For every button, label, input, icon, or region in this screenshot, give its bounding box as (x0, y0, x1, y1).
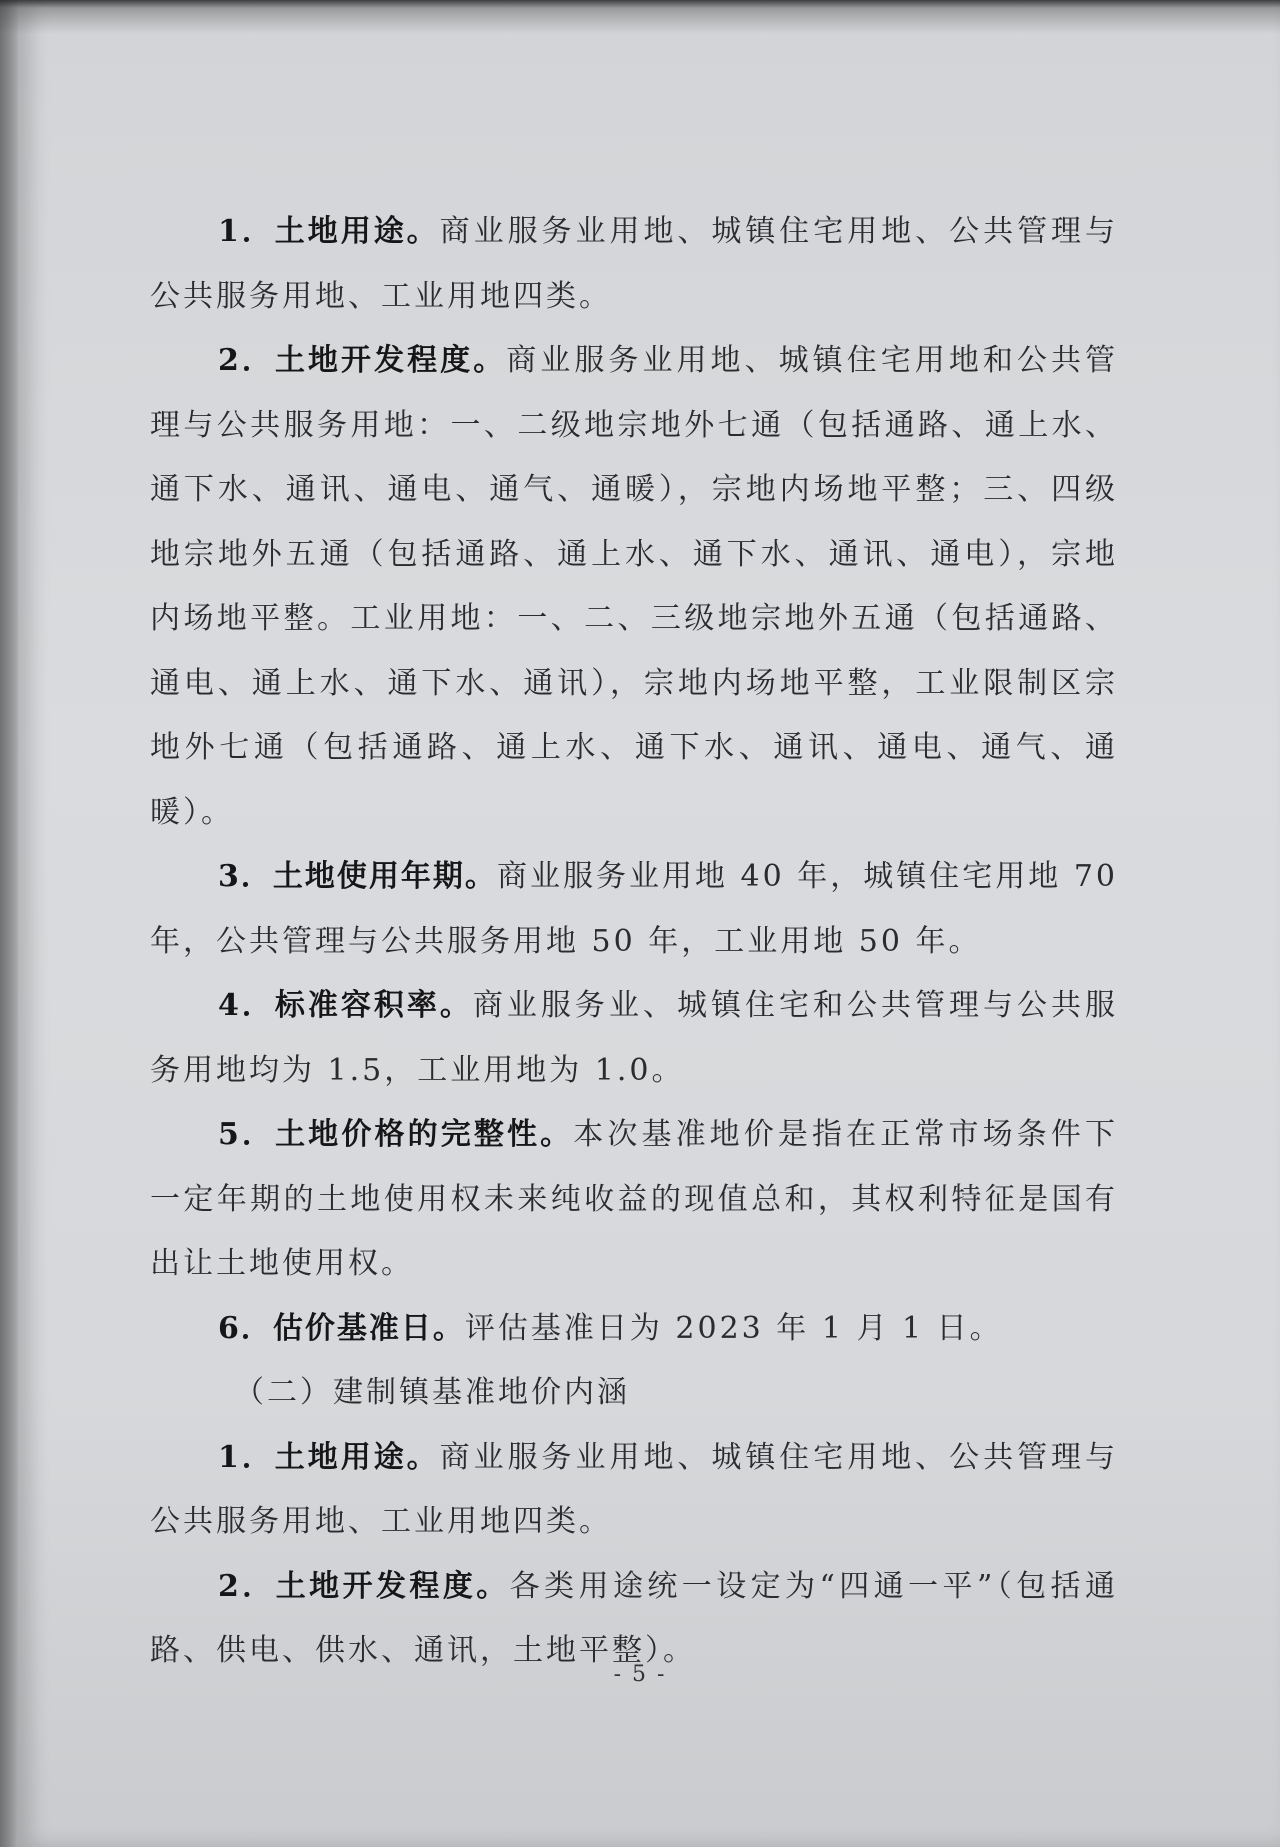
paragraph-text: 各类用途统一设定为“四通一平”（包括通路、供电、供水、通讯，土地平整）。 (150, 1568, 1118, 1668)
subsection-heading: （二）建制镇基准地价内涵 (234, 1375, 630, 1410)
paragraph-heading: 1．土地用途。 (218, 214, 440, 249)
document-body (150, 200, 1118, 1684)
paragraph-heading: 5．土地价格的完整性。 (218, 1117, 574, 1152)
paragraph-heading: 6．估价基准日。 (218, 1310, 465, 1346)
paragraph-town-land-use (150, 1426, 1118, 1555)
paragraph-heading: 2．土地开发程度。 (218, 343, 507, 378)
paragraph-text: 商业服务业、城镇住宅和公共管理与公共服务用地均为 1.5，工业用地为 1.0。 (150, 988, 1119, 1088)
paragraph-development-level (150, 329, 1118, 845)
paragraph-heading: 3．土地使用年期。 (218, 859, 497, 894)
page-number: - 5 - (613, 1662, 667, 1687)
paragraph-heading: 4．标准容积率。 (218, 988, 473, 1023)
paragraph-text: 商业服务业用地、城镇住宅用地、公共管理与公共服务用地、工业用地四类。 (150, 1439, 1119, 1539)
scan-edge-shadow (0, 0, 1280, 40)
paragraph-heading: 2．土地开发程度。 (218, 1568, 510, 1604)
paragraph-price-completeness (150, 1103, 1118, 1297)
paragraph-use-term (150, 845, 1118, 974)
paragraph-floor-area-ratio (150, 974, 1118, 1103)
paragraph-heading: 1．土地用途。 (218, 1439, 440, 1475)
paragraph-text: 商业服务业用地 40 年，城镇住宅用地 70 年，公共管理与公共服务用地 50 年，工业用地 50 年。 (150, 859, 1118, 959)
paragraph-text: 商业服务业用地、城镇住宅用地和公共管理与公共服务用地：一、二级地宗地外七通（包括通路、通上水、通下水、通讯、通电、通气、通暖），宗地内场地平整；三、四级地宗地外五通（包括通路、通上水、通下水、通讯、通电），宗地内场地平整。工业用地：一、二、三级地宗地外五通（包括通路、通电、通上水、通下水、通讯），宗地内场地平整，工业限制区宗地外七通（包括通路、通上水、通下水、通讯、通电、通气、通暖）。 (150, 343, 1119, 830)
paragraph-text: 商业服务业用地、城镇住宅用地、公共管理与公共服务用地、工业用地四类。 (150, 214, 1119, 314)
paragraph-text: 评估基准日为 2023 年 1 月 1 日。 (464, 1310, 1003, 1346)
paragraph-text: 本次基准地价是指在正常市场条件下一定年期的土地使用权未来纯收益的现值总和，其权利特征是国有出让土地使用权。 (150, 1117, 1119, 1281)
paragraph-valuation-date (150, 1297, 1118, 1362)
paragraph-land-use (150, 200, 1118, 329)
